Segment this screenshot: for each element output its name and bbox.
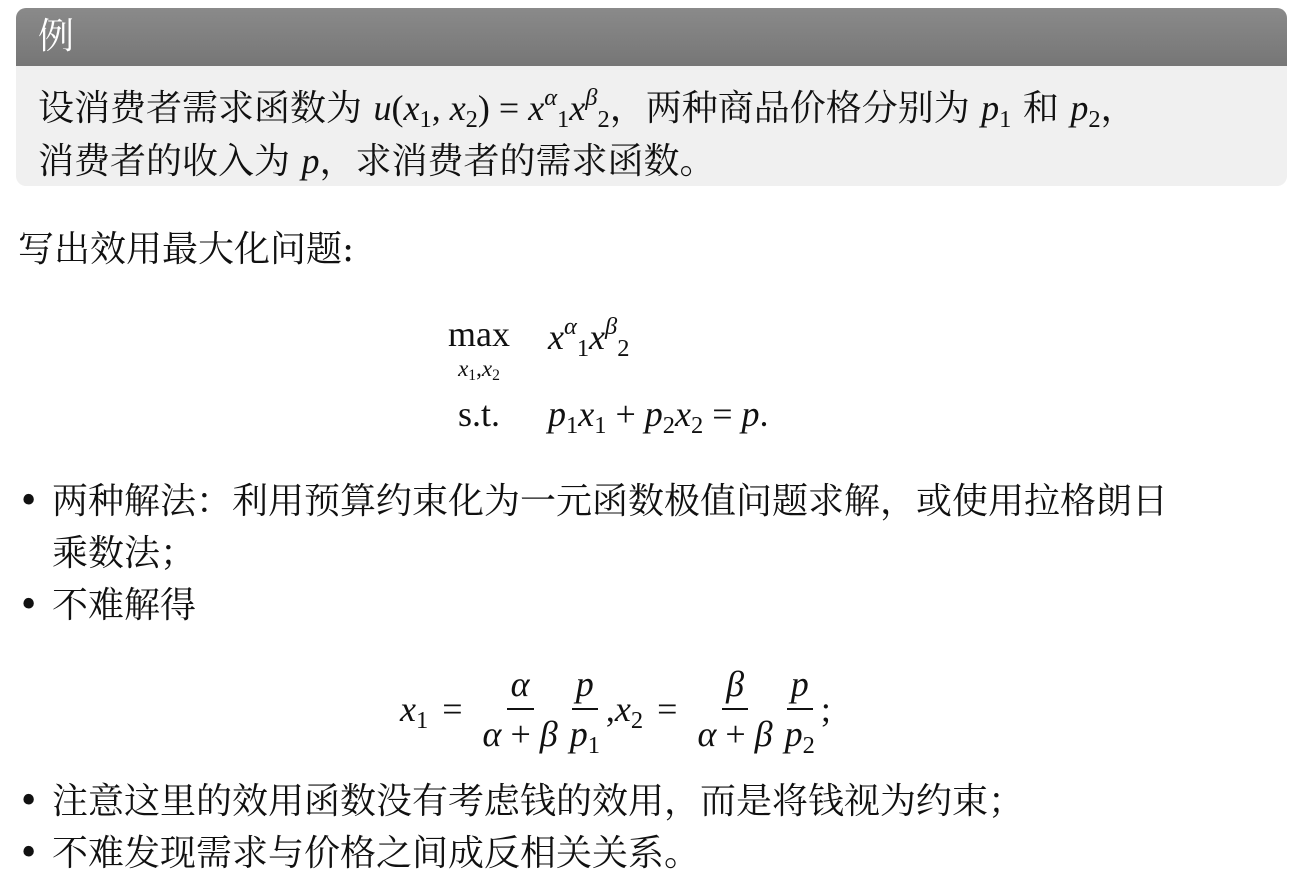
price-p1: $p_1$ [981,88,1012,133]
budget-constraint: $p_1x_1 + p_2x_2 = p$. [547,394,769,439]
example-line-2 [38,135,1265,186]
bullet-dot-icon: • [18,781,40,822]
demand-solution: $x_1$ = $\frac{\alpha}{\alpha + \beta}$ $\frac{p}{p_1}$ , $x_2$ = $\frac{\beta}{\alpha + \beta}$ $\frac{p}{p_2}$ ; [400,664,831,759]
bullet-list-1 [18,476,1288,632]
example-header: 例 [16,8,1287,66]
max-label: max [448,314,510,354]
example-text: 和 [1022,88,1059,129]
bullet-text: 注意这里的效用函数没有考虑钱的效用，而是将钱视为约束； [52,781,1025,822]
bullet-text: 乘数法； [52,533,197,574]
bullet-item [18,776,1288,828]
utility-function: $u(x_1$, $x_2) = x^\alpha_1x^\beta_2$ [373,84,610,133]
bullet-dot-icon: • [18,481,40,522]
intro-text: 写出效用最大化问题: [18,229,355,270]
bullet-item [18,476,1288,580]
fraction: $\frac{p}{p_2}$ [784,664,815,759]
fraction: $\frac{\beta}{\alpha + \beta}$ [697,664,773,754]
bullet-list-2 [18,776,1288,880]
example-line-1 [38,82,1265,135]
bullet-text: 不难发现需求与价格之间成反相关关系。 [52,833,701,874]
fraction: $\frac{\alpha}{\alpha + \beta}$ [482,664,558,754]
income-p: p [301,141,320,181]
optimization-problem [448,313,769,439]
fraction: $\frac{p}{p_1}$ [569,664,600,759]
max-operator: max $x_1,x_2$ [448,314,510,385]
bullet-text: 两种解法：利用预算约束化为一元函数极值问题求解，或使用拉格朗日 [52,481,1169,522]
example-text: 设消费者需求函数为 [38,88,363,129]
bullet-dot-icon: • [18,833,40,874]
bullet-item [18,580,1288,632]
example-text: ，求消费者的需求函数。 [319,141,716,182]
st-label: s.t. [457,394,500,434]
bullet-item [18,828,1288,880]
example-body [16,66,1287,186]
example-box [16,8,1287,186]
bullet-text: 不难解得 [52,585,197,626]
objective-function: $x^\alpha_1x^\beta_2$ [547,313,630,362]
example-text: 消费者的收入为 [38,141,291,182]
example-text: ， [1100,88,1137,129]
price-p2: $p_2$ [1070,88,1101,133]
bullet-dot-icon: • [18,585,40,626]
example-text: ，两种商品价格分别为 [609,88,970,129]
